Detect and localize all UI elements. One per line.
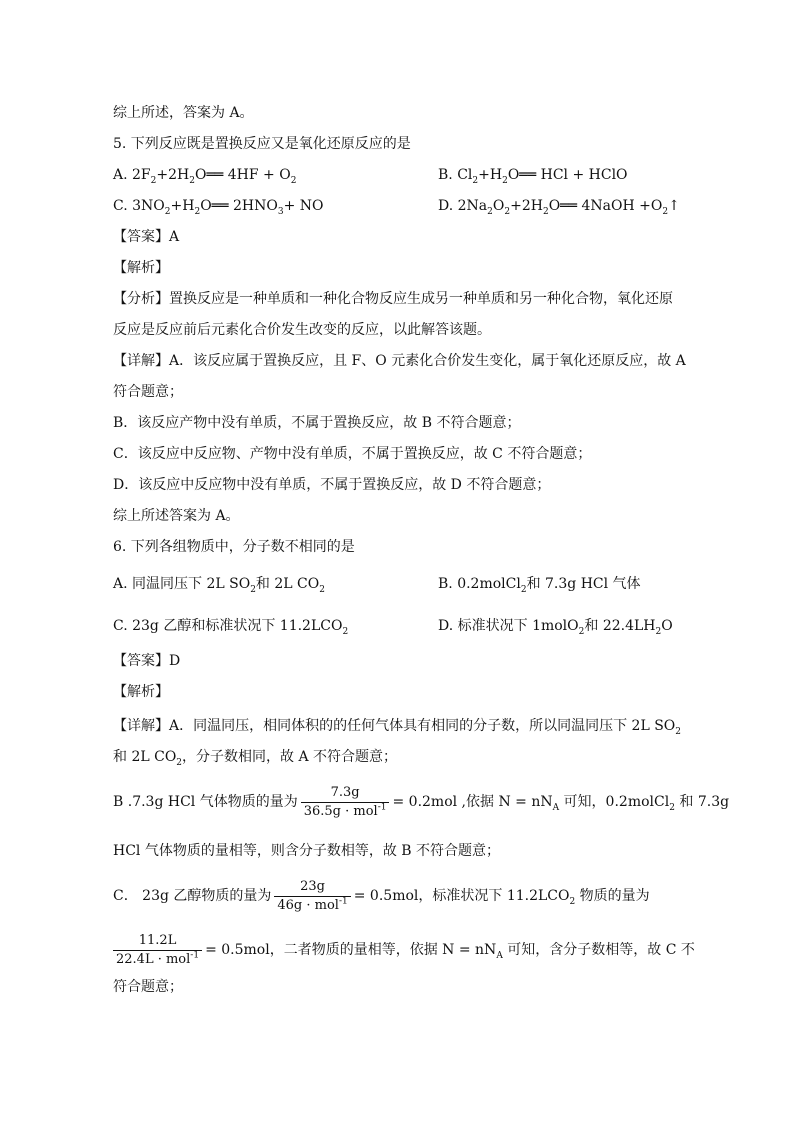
fraction-moles-hcl: $\frac{7.3g}{36.5g \cdot mol^{-1}}$ [301, 785, 390, 820]
q6-option-a: A. 同温同压下 2L $SO_2$和 2L $CO_2$ [113, 576, 325, 595]
q5-detail-line-2: 符合题意； [113, 384, 183, 400]
fraction-moles-ethanol: $\frac{23g}{46g \cdot mol^{-1}}$ [274, 879, 350, 914]
q5-analysis-heading: 【解析】 [113, 260, 169, 276]
q5-detail-line-1: 【详解】A．该反应属于置换反应，且 F、O 元素化合价发生变化，属于氧化还原反应，故 A [113, 353, 686, 369]
q6-detail-b-line-1: B .7.3g HCl 气体物质的量为 $\frac{7.3g}{36.5g \cdot mol^{-1}}$ = 0.2mol ,依据 $N = nN_A$ 可知，0.2molCl$_2$ 和 7.3g [113, 784, 730, 819]
q5-analysis-line-2: 反应是反应前后元素化合价发生改变的反应，以此解答该题。 [113, 322, 491, 338]
fraction-moles-co2: $\frac{11.2L}{22.4L \cdot mol^{-1}}$ [113, 933, 202, 968]
q6-option-b: B. 0.2molCl$_2$和 7.3g HCl 气体 [438, 576, 641, 595]
q5-detail-c: C．该反应中反应物、产物中没有单质，不属于置换反应，故 C 不符合题意； [113, 446, 592, 462]
q5-option-a: A. $2F_2+2H_2O══$ $4HF + O_2$ [113, 167, 297, 186]
q5-stem: 5. 下列反应既是置换反应又是氧化还原反应的是 [113, 136, 411, 152]
q5-answer: 【答案】A [113, 229, 180, 245]
q5-summary: 综上所述答案为 A。 [113, 508, 240, 524]
q5-detail-b: B．该反应产物中没有单质，不属于置换反应，故 B 不符合题意； [113, 415, 521, 431]
q6-detail-c-line-3: 符合题意； [113, 979, 183, 995]
q5-detail-d: D．该反应中反应物中没有单质，不属于置换反应，故 D 不符合题意； [113, 477, 551, 493]
q5-analysis-line-1: 【分析】置换反应是一种单质和一种化合物反应生成另一种单质和另一种化合物，氧化还原 [113, 291, 673, 307]
q6-stem: 6. 下列各组物质中，分子数不相同的是 [113, 539, 355, 555]
q6-analysis-heading: 【解析】 [113, 684, 169, 700]
q6-detail-a-line-2: 和 2L $CO_2$，分子数相同，故 A 不符合题意； [113, 749, 398, 768]
q5-option-b: B. $Cl_2+H_2O══$ HCl + HClO [438, 167, 628, 186]
q6-detail-a-line-1: 【详解】A．同温同压，相同体积的的任何气体具有相同的分子数，所以同温同压下 2L $SO_2$ [113, 718, 682, 737]
q6-answer: 【答案】D [113, 653, 181, 669]
q6-detail-c-line-1: C． 23g 乙醇物质的量为 $\frac{23g}{46g \cdot mol^{-1}}$ = 0.5mol，标准状况下 $11.2LCO_2$ 物质的量为 [113, 878, 650, 913]
summary-line-q4: 综上所述，答案为 A。 [113, 105, 254, 121]
q6-detail-b-line-2: HCl 气体物质的量相等，则含分子数相等，故 B 不符合题意； [113, 843, 501, 859]
q5-option-d: D. $2Na_2O_2+2H_2O══$ 4NaOH $+O_2↑$ [438, 198, 680, 217]
q6-option-c: C. 23g 乙醇和标准状况下 $11.2LCO_2$ [113, 618, 349, 637]
q5-option-c: C. $3NO_2+H_2O══$ $2HNO_3+$ NO [113, 198, 324, 217]
q6-option-d: D. 标准状况下 1molO$_2$和 $22.4LH_2O$ [438, 618, 673, 637]
q6-detail-c-line-2: $\frac{11.2L}{22.4L \cdot mol^{-1}}$ = 0.5mol，二者物质的量相等，依据 $N = nN_A$ 可知，含分子数相等，故 C 不 [113, 930, 695, 970]
